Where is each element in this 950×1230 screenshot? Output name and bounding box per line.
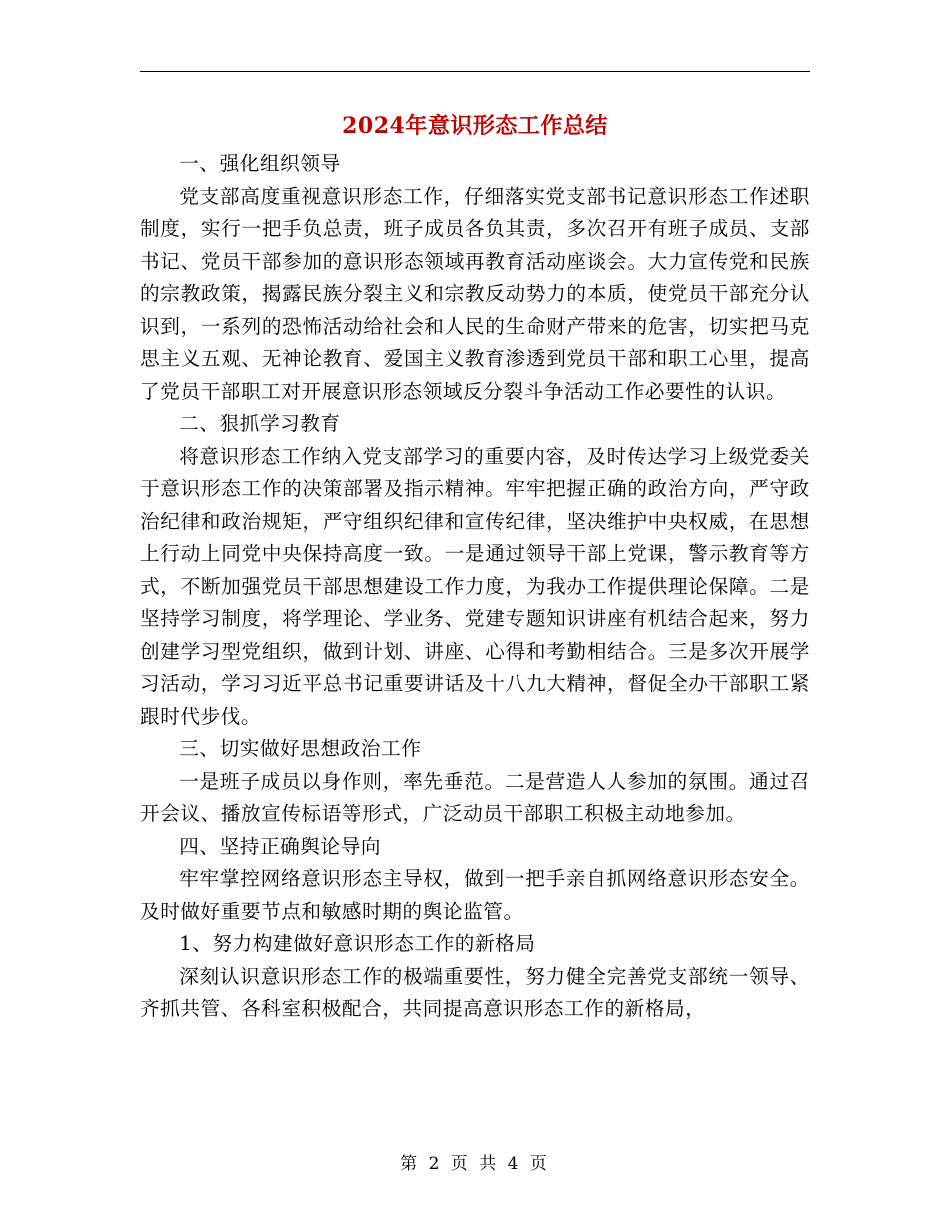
document-title: 2024年意识形态工作总结 bbox=[342, 113, 608, 139]
page-footer: 第 2 页 共 4 页 bbox=[400, 1154, 550, 1174]
document-body bbox=[140, 148, 810, 1026]
body-paragraph-1: 党支部高度重视意识形态工作，仔细落实党支部书记意识形态工作述职制度，实行一把手负总责，班子成员各负其责，多次召开有班子成员、支部书记、党员干部参加的意识形态领域再教育活动座谈会。大力宣传党和民族的宗教政策，揭露民族分裂主义和宗教反动势力的本质，使党员干部充分认识到，一系列的恐怖活动给社会和人民的生命财产带来的危害，切实把马克思主义五观、无神论教育、爱国主义教育渗透到党员干部和职工心里，提高了党员干部职工对开展意识形态领域反分裂斗争活动工作必要性的认识。 bbox=[140, 184, 810, 403]
section-heading-1: 一、强化组织领导 bbox=[179, 152, 341, 175]
body-paragraph-2: 将意识形态工作纳入党支部学习的重要内容，及时传达学习上级党委关于意识形态工作的决策部署及指示精神。牢牢把握正确的政治方向，严守政治纪律和政治规矩，严守组织纪律和宣传纪律，坚决维护中央权威，在思想上行动上同党中央保持高度一致。一是通过领导干部上党课，警示教育等方式，不断加强党员干部思想建设工作力度，为我办工作提供理论保障。二是坚持学习制度，将学理论、学业务、党建专题知识讲座有机结合起来，努力创建学习型党组织，做到计划、讲座、心得和考勤相结合。三是多次开展学习活动，学习习近平总书记重要讲话及十八九大精神，督促全办干部职工紧跟时代步伐。 bbox=[140, 444, 810, 728]
body-paragraph-3: 一是班子成员以身作则，率先垂范。二是营造人人参加的氛围。通过召开会议、播放宣传标语等形式，广泛动员干部职工积极主动地参加。 bbox=[140, 769, 810, 825]
header-rule bbox=[140, 71, 810, 72]
subsection-heading-1: 1、努力构建做好意识形态工作的新格局 bbox=[179, 932, 536, 955]
body-paragraph-5: 深刻认识意识形态工作的极端重要性，努力健全完善党支部统一领导、齐抓共管、各科室积极配合，共同提高意识形态工作的新格局， bbox=[140, 964, 810, 1020]
body-paragraph-4: 牢牢掌控网络意识形态主导权，做到一把手亲自抓网络意识形态安全。及时做好重要节点和敏感时期的舆论监管。 bbox=[140, 867, 810, 923]
section-heading-4: 四、坚持正确舆论导向 bbox=[179, 834, 382, 858]
section-heading-2: 二、狠抓学习教育 bbox=[179, 412, 341, 435]
section-heading-3: 三、切实做好思想政治工作 bbox=[179, 737, 422, 760]
